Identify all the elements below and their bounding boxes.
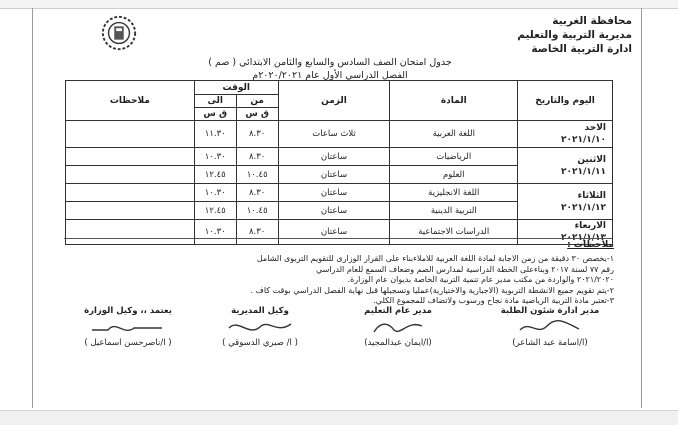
header-duration: الزمن [278,81,390,121]
letterhead [517,14,632,56]
to-cell: ١٢.٤٥ [194,202,236,220]
table-row [66,184,613,202]
signature-undersecretary: يعتمد ،، وكيل الوزارة ( ا/ناصرحسن اسماعيل ) [84,306,172,348]
notes-cell [66,220,195,245]
to-cell: ١١.٣٠ [194,121,236,148]
governorate-line: محافظة الغربية [552,15,632,27]
exam-title-line2: الفصل الدراسي الأول عام ٢٠٢٠/٢٠٢١م [252,70,408,81]
subject-cell: التربية الدينية [390,202,518,220]
from-cell: ٨.٣٠ [236,184,278,202]
from-cell: ٨.٣٠ [236,148,278,166]
subject-cell: الدراسات الاجتماعية [390,220,518,245]
subject-cell: العلوم [390,166,518,184]
day-cell: الاحد ٢٠٢١/١/١٠ [518,121,613,148]
table-row [66,121,613,148]
duration-cell: ساعتان [278,220,390,245]
header-unit-from: ق س [236,108,278,121]
table-header-row [66,81,613,95]
notes-cell [66,202,195,220]
header-unit-to: ق س [194,108,236,121]
scan-edge-bottom [0,410,678,425]
to-cell: ١٢.٤٥ [194,166,236,184]
notes-divider [64,238,612,239]
to-cell: ١٠.٣٠ [194,184,236,202]
signature-director-general: مدير عام التعليم (ا/ايمان عبدالمجيد) [364,306,432,348]
header-notes: ملاحظات [66,81,195,121]
duration-cell: ساعتان [278,166,390,184]
header-time: الوقت [194,81,278,95]
signature-student-affairs: مدير ادارة شئون الطلبة (ا/اسامة عبد الشاعر) [500,306,600,348]
note-line: ٢٠٢١/٢٠٢٠ والواردة من مكتب مدير عام تنمية التربية الخاصة بديوان عام الوزارة. [347,275,614,284]
note-line: ٢-يتم تقويم جميع الانشطة التربوية (الاجبارية والاختيارية)عمليا وتسجيلها قبل نهاية الفصل الدراسي بوقت كاف . [250,285,614,295]
header-subject: المادة [390,81,518,121]
notes-cell [66,121,195,148]
duration-cell: ساعتان [278,148,390,166]
note-line: ٣-تعتبر مادة التربية الرياضية مادة نجاح ورسوب ولاتضاف للمجموع الكلي. [373,296,614,305]
to-cell: ١٠.٣٠ [194,148,236,166]
department-line: ادارة التربية الخاصة [531,43,632,55]
notes-cell [66,148,195,166]
header-to: الى [194,95,236,108]
subject-cell: اللغة الانجليزية [390,184,518,202]
from-cell: ١٠.٤٥ [236,202,278,220]
handwritten-signature-icon [515,316,585,338]
exam-schedule-table [65,80,613,245]
signature-deputy-directorate: وكيل المديرية ( ا/ صبري الدسوقي ) [222,306,298,348]
day-cell: الاثنين ٢٠٢١/١/١١ [518,148,613,184]
subject-cell: اللغة العربية [390,121,518,148]
notes-cell [66,166,195,184]
note-line: ١-يخصص ٣٠ دقيقة من زمن الاجابة لمادة اللغة العربية للاملاءبناء على القرار الوزارى للتقويم التربوى الشامل [256,254,614,263]
subject-cell: الرياضيات [390,148,518,166]
to-cell: ١٠.٣٠ [194,220,236,245]
day-cell: الاربعاء ٢٠٢١/١/١٣ [518,220,613,245]
duration-cell: ساعتان [278,202,390,220]
notes-title: ملاحظات : [567,240,614,250]
table-row [66,148,613,166]
handwritten-signature-icon [225,316,295,338]
table-row [66,220,613,245]
from-cell: ٨.٣٠ [236,121,278,148]
header-day-date: اليوم والتاريخ [518,81,613,121]
duration-cell: ساعتان [278,184,390,202]
notes-cell [66,184,195,202]
handwritten-signature-icon [368,316,428,338]
header-from: من [236,95,278,108]
from-cell: ٨.٣٠ [236,220,278,245]
duration-cell: ثلاث ساعات [278,121,390,148]
from-cell: ١٠.٤٥ [236,166,278,184]
day-cell: الثلاثاء ٢٠٢١/١/١٢ [518,184,613,220]
exam-title [140,56,520,82]
ministry-logo-icon [100,14,138,52]
notes-block [54,254,614,307]
handwritten-signature-icon [88,316,168,338]
note-line: رقم ٧٧ لسنة ٢٠١٧ وبناءعلى الخطة الدراسية لمدارس الصم وضعاف السمع للعام الدراسي [315,264,614,274]
directorate-line: مديرية التربية والتعليم [517,29,632,41]
exam-title-line1: جدول امتحان الصف السادس والسابع والثامن الابتدائي ( صم ) [208,57,452,68]
